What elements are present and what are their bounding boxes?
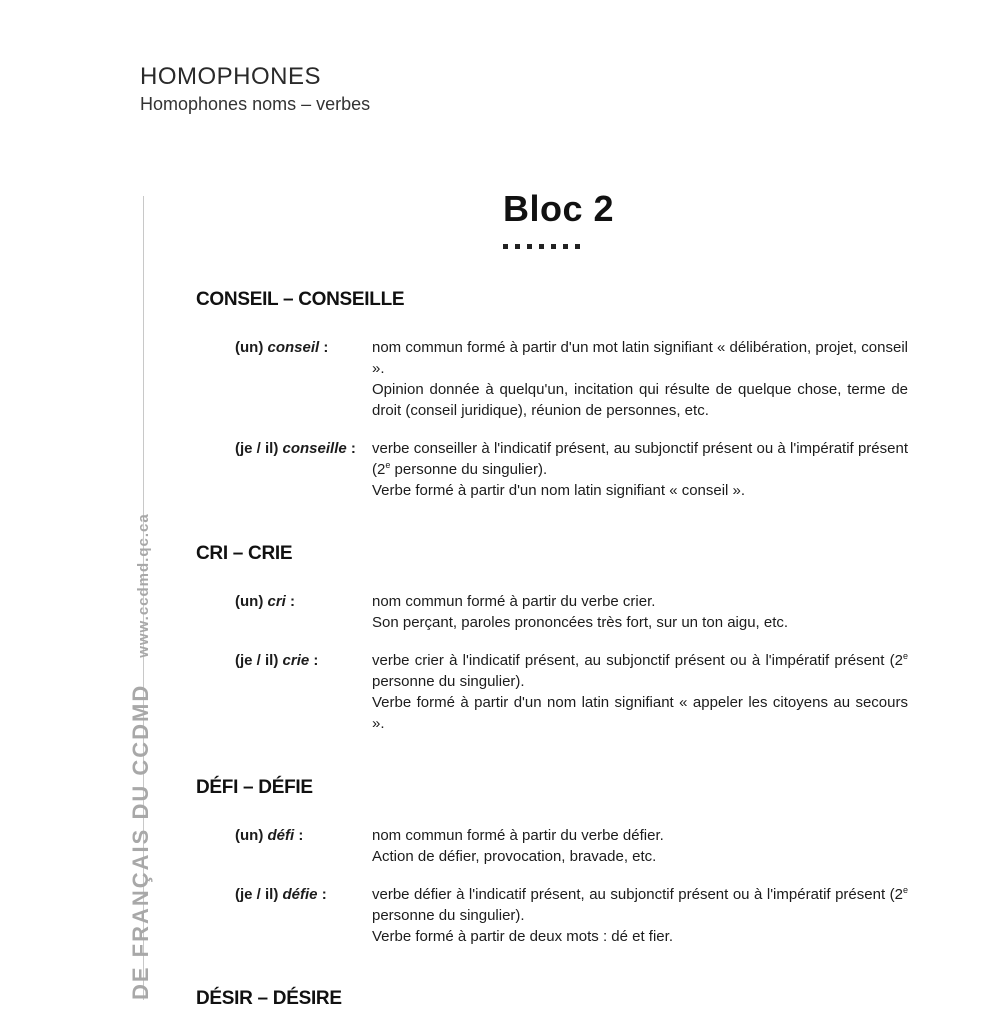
entry-definition — [372, 825, 908, 867]
definition-line: Verbe formé à partir de deux mots : dé et fier. — [372, 928, 673, 945]
entry-term: (un) conseil : — [235, 339, 329, 356]
bloc-title: Bloc 2 — [503, 188, 615, 229]
definition-line: nom commun formé à partir du verbe crier. — [372, 593, 656, 610]
entry-verb — [235, 438, 908, 501]
definition-line: Son perçant, paroles prononcées très fort, sur un ton aigu, etc. — [372, 614, 789, 631]
entry-term: (un) défi : — [235, 827, 304, 844]
entry-term: (je / il) défie : — [235, 886, 327, 903]
definition-line: nom commun formé à partir du verbe défier. — [372, 827, 664, 844]
definition-line: Action de défier, provocation, bravade, etc. — [372, 848, 657, 865]
page-title: HOMOPHONES — [140, 63, 322, 90]
entry-definition — [372, 884, 908, 947]
entry-term: (un) cri : — [235, 593, 296, 610]
section-title: CRI – CRIE — [196, 543, 293, 564]
entry-definition — [372, 650, 908, 734]
entry-noun — [235, 825, 908, 867]
definition-line: Verbe formé à partir d'un nom latin signifiant « conseil ». — [372, 482, 746, 499]
section-title: DÉFI – DÉFIE — [196, 777, 313, 798]
page-header — [140, 62, 370, 116]
definition-line: nom commun formé à partir d'un mot latin signifiant « délibération, projet, conseil ». — [372, 339, 908, 377]
section-title: DÉSIR – DÉSIRE — [196, 988, 342, 1009]
entry-definition — [372, 337, 908, 421]
definition-line: verbe défier à l'indicatif présent, au subjonctif présent ou à l'impératif présent (2e personne du singulier). — [372, 885, 908, 924]
entry-noun — [235, 337, 908, 421]
page-subtitle: Homophones noms – verbes — [140, 94, 371, 114]
entry-verb — [235, 884, 908, 947]
entry-verb — [235, 650, 908, 734]
section-title: CONSEIL – CONSEILLE — [196, 289, 405, 310]
title-dotted-underline — [503, 244, 580, 249]
section-cri — [196, 543, 908, 751]
entry-definition — [372, 591, 908, 633]
side-brand-text: DE FRANÇAIS DU CCDMD — [128, 683, 153, 1000]
definition-line: Verbe formé à partir d'un nom latin signifiant « appeler les citoyens au secours ». — [372, 694, 908, 732]
entry-term: (je / il) conseille : — [235, 440, 356, 457]
section-conseil — [196, 289, 908, 518]
entry-definition — [372, 438, 908, 501]
entry-noun — [235, 591, 908, 633]
side-url-text: www.ccdmd.qc.ca — [135, 513, 152, 658]
section-defi — [196, 777, 908, 964]
definition-line: verbe conseiller à l'indicatif présent, au subjonctif présent ou à l'impératif présent (2e personne du singulier). — [372, 440, 908, 478]
side-branding — [128, 513, 154, 1000]
definition-line: verbe crier à l'indicatif présent, au subjonctif présent ou à l'impératif présent (2e personne du singulier). — [372, 651, 908, 690]
entry-term: (je / il) crie : — [235, 652, 319, 669]
section-desir — [196, 988, 908, 1036]
definition-line: Opinion donnée à quelqu'un, incitation qui résulte de quelque chose, terme de droit (conseil juridique), réunion de personnes, etc. — [372, 381, 908, 419]
